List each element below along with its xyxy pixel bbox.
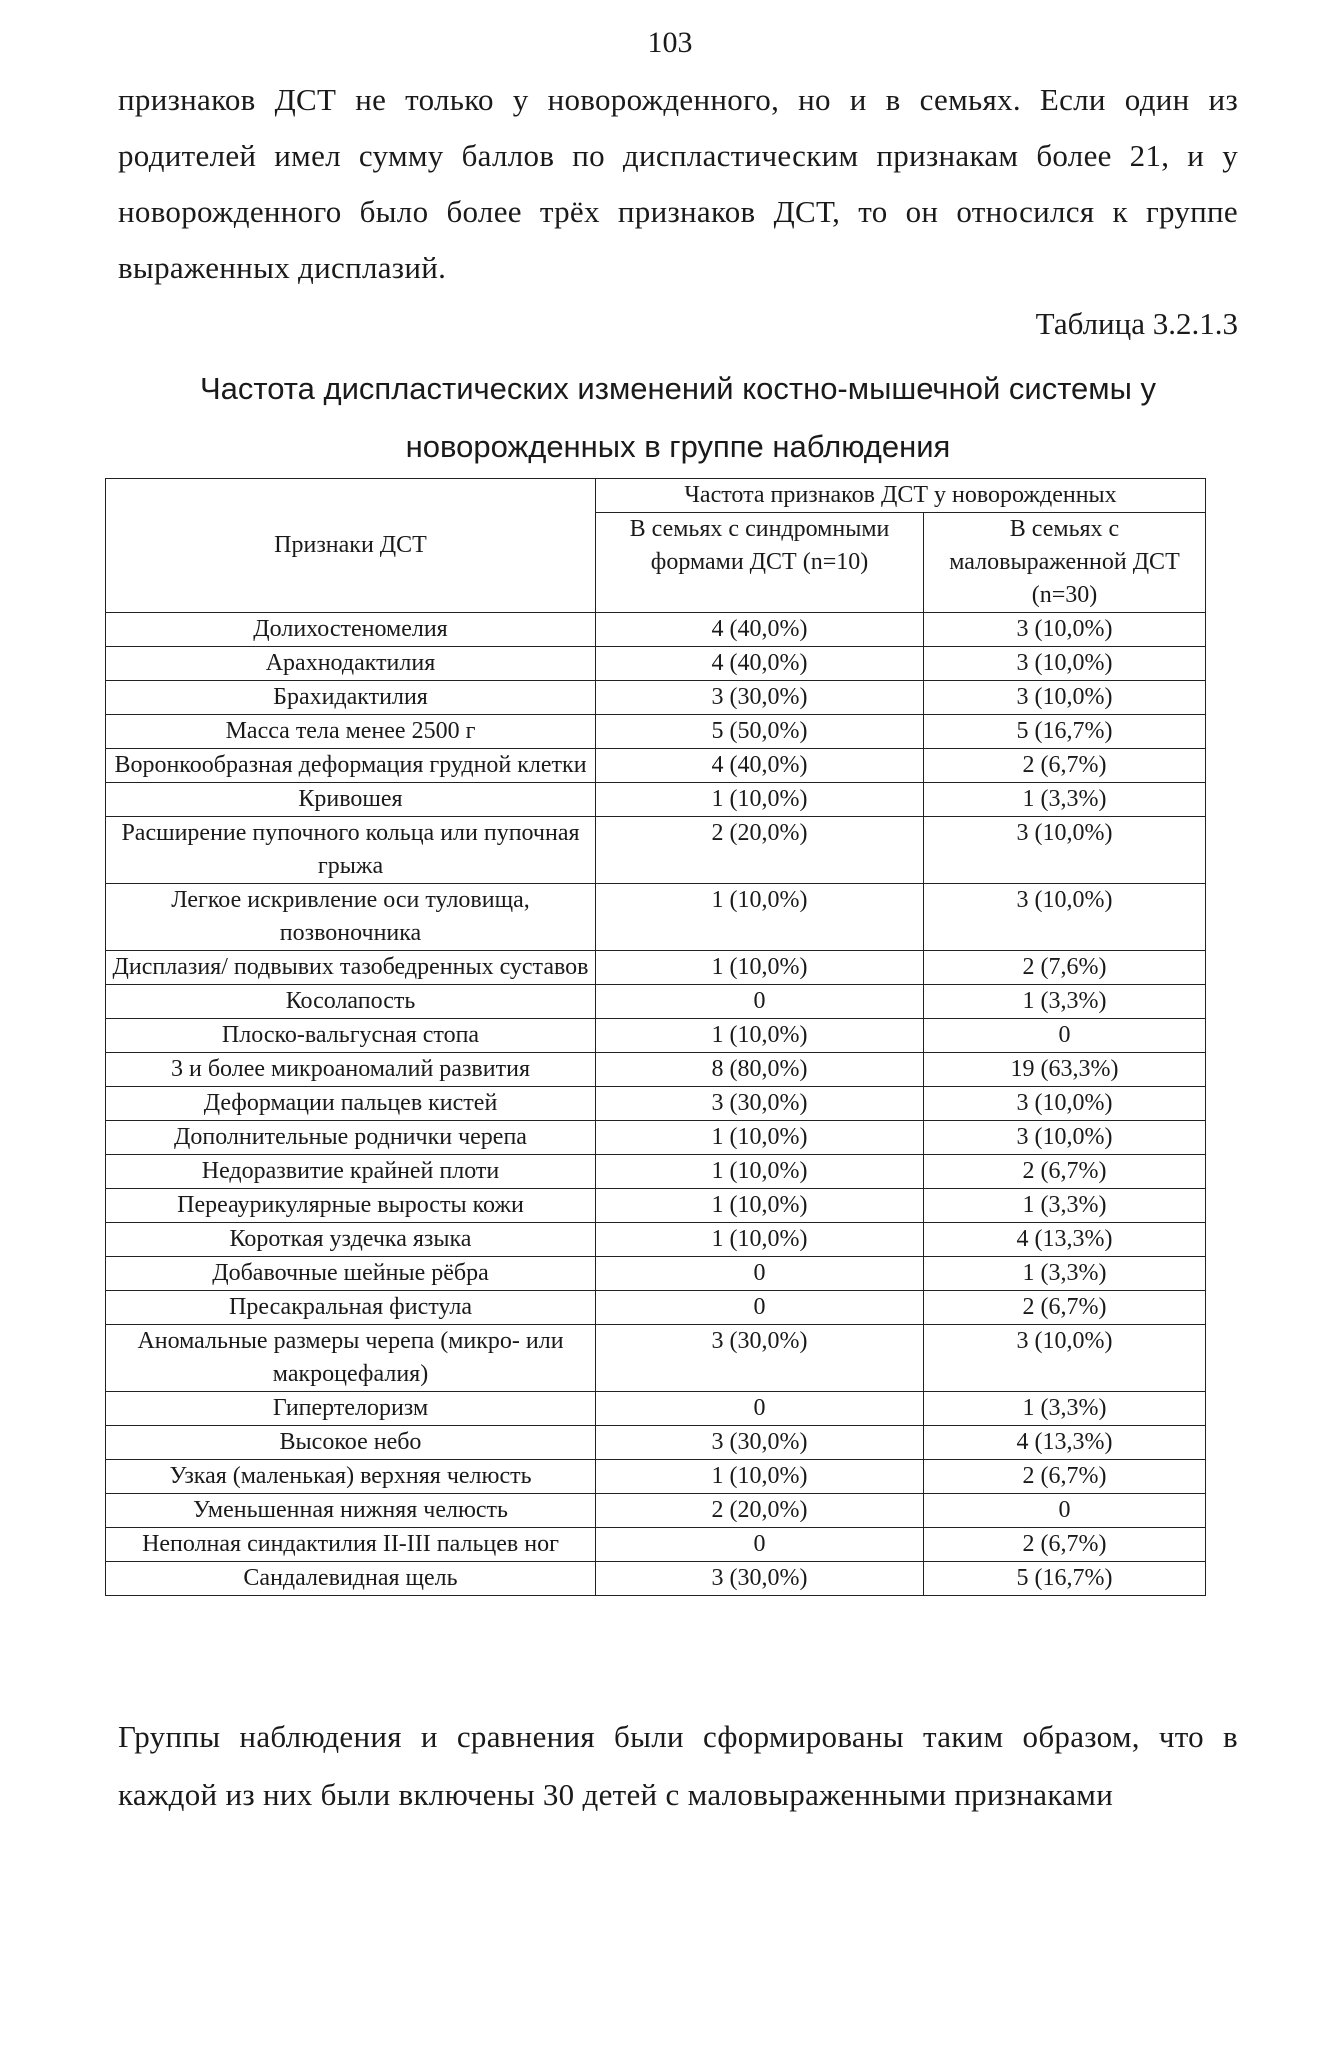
row-sign-cell: Узкая (маленькая) верхняя челюсть <box>106 1460 596 1494</box>
row-syndromic-cell: 0 <box>596 1392 924 1426</box>
table-row <box>106 613 1206 647</box>
table-row <box>106 1426 1206 1460</box>
table-header <box>106 479 1206 613</box>
row-syndromic-cell: 1 (10,0%) <box>596 1223 924 1257</box>
row-mild-cell: 2 (6,7%) <box>924 1155 1206 1189</box>
row-syndromic-cell: 8 (80,0%) <box>596 1053 924 1087</box>
row-syndromic-cell: 4 (40,0%) <box>596 613 924 647</box>
table-container <box>105 478 1206 1596</box>
row-mild-cell: 5 (16,7%) <box>924 1562 1206 1596</box>
row-mild-cell: 0 <box>924 1494 1206 1528</box>
table-body <box>106 613 1206 1596</box>
row-sign-cell: Гипертелоризм <box>106 1392 596 1426</box>
row-sign-cell: Легкое искривление оси туловища, позвоночника <box>106 884 596 951</box>
row-syndromic-cell: 0 <box>596 1291 924 1325</box>
col-header-sign: Признаки ДСТ <box>106 479 596 613</box>
row-mild-cell: 1 (3,3%) <box>924 783 1206 817</box>
row-sign-cell: Высокое небо <box>106 1426 596 1460</box>
row-syndromic-cell: 5 (50,0%) <box>596 715 924 749</box>
table-row <box>106 1121 1206 1155</box>
table-row <box>106 1291 1206 1325</box>
row-syndromic-cell: 1 (10,0%) <box>596 884 924 951</box>
table-row <box>106 1562 1206 1596</box>
page-number: 103 <box>647 26 693 59</box>
table-row <box>106 783 1206 817</box>
row-mild-cell: 1 (3,3%) <box>924 1257 1206 1291</box>
row-mild-cell: 3 (10,0%) <box>924 1121 1206 1155</box>
row-sign-cell: Масса тела менее 2500 г <box>106 715 596 749</box>
row-syndromic-cell: 0 <box>596 1528 924 1562</box>
row-syndromic-cell: 1 (10,0%) <box>596 1121 924 1155</box>
row-mild-cell: 1 (3,3%) <box>924 1189 1206 1223</box>
row-sign-cell: Аномальные размеры черепа (микро- или макроцефалия) <box>106 1325 596 1392</box>
table-row <box>106 715 1206 749</box>
row-sign-cell: Воронкообразная деформация грудной клетки <box>106 749 596 783</box>
table-row <box>106 1392 1206 1426</box>
table-row <box>106 1528 1206 1562</box>
row-sign-cell: Дисплазия/ подвывих тазобедренных суставов <box>106 951 596 985</box>
table-row <box>106 1189 1206 1223</box>
table-row <box>106 1019 1206 1053</box>
table-row <box>106 1155 1206 1189</box>
row-syndromic-cell: 2 (20,0%) <box>596 817 924 884</box>
table-row <box>106 681 1206 715</box>
table-row <box>106 985 1206 1019</box>
table-caption: Таблица 3.2.1.3 <box>1035 306 1238 341</box>
row-mild-cell: 1 (3,3%) <box>924 985 1206 1019</box>
row-syndromic-cell: 1 (10,0%) <box>596 783 924 817</box>
row-mild-cell: 2 (6,7%) <box>924 1291 1206 1325</box>
row-mild-cell: 4 (13,3%) <box>924 1223 1206 1257</box>
table-row <box>106 1053 1206 1087</box>
row-mild-cell: 3 (10,0%) <box>924 817 1206 884</box>
table-title: Частота диспластических изменений костно-мышечной системы у новорожденных в группе наблюдения <box>199 371 1156 464</box>
row-sign-cell: Короткая уздечка языка <box>106 1223 596 1257</box>
dst-frequency-table <box>105 478 1206 1596</box>
row-sign-cell: Переаурикулярные выросты кожи <box>106 1189 596 1223</box>
row-sign-cell: Сандалевидная щель <box>106 1562 596 1596</box>
row-sign-cell: Кривошея <box>106 783 596 817</box>
col-header-frequency-group: Частота признаков ДСТ у новорожденных <box>596 479 1206 513</box>
table-row <box>106 1460 1206 1494</box>
intro-paragraph: признаков ДСТ не только у новорожденного, но и в семьях. Если один из родителей имел сумму баллов по диспластическим признакам более 21, и у новорожденного было более трёх признаков ДСТ, то он относился к группе выраженных дисплазий. <box>118 82 1238 285</box>
table-row <box>106 951 1206 985</box>
row-sign-cell: Дополнительные роднички черепа <box>106 1121 596 1155</box>
row-syndromic-cell: 4 (40,0%) <box>596 647 924 681</box>
row-syndromic-cell: 1 (10,0%) <box>596 1019 924 1053</box>
row-sign-cell: Деформации пальцев кистей <box>106 1087 596 1121</box>
row-syndromic-cell: 3 (30,0%) <box>596 681 924 715</box>
row-sign-cell: Плоско-вальгусная стопа <box>106 1019 596 1053</box>
table-row <box>106 1325 1206 1392</box>
table-row <box>106 884 1206 951</box>
row-syndromic-cell: 0 <box>596 985 924 1019</box>
table-row <box>106 1087 1206 1121</box>
row-sign-cell: Расширение пупочного кольца или пупочная грыжа <box>106 817 596 884</box>
row-mild-cell: 3 (10,0%) <box>924 647 1206 681</box>
row-syndromic-cell: 1 (10,0%) <box>596 1460 924 1494</box>
table-row <box>106 1223 1206 1257</box>
header-row-top <box>106 479 1206 513</box>
row-mild-cell: 3 (10,0%) <box>924 1325 1206 1392</box>
row-mild-cell: 4 (13,3%) <box>924 1426 1206 1460</box>
row-sign-cell: Брахидактилия <box>106 681 596 715</box>
row-mild-cell: 3 (10,0%) <box>924 1087 1206 1121</box>
row-mild-cell: 2 (7,6%) <box>924 951 1206 985</box>
row-mild-cell: 3 (10,0%) <box>924 613 1206 647</box>
closing-paragraph: Группы наблюдения и сравнения были сформированы таким образом, что в каждой из них были включены 30 детей с маловыраженными признаками <box>118 1719 1238 1812</box>
row-syndromic-cell: 2 (20,0%) <box>596 1494 924 1528</box>
row-sign-cell: Недоразвитие крайней плоти <box>106 1155 596 1189</box>
col-header-syndromic: В семьях с синдромными формами ДСТ (n=10) <box>596 513 924 613</box>
row-syndromic-cell: 1 (10,0%) <box>596 1189 924 1223</box>
row-syndromic-cell: 3 (30,0%) <box>596 1426 924 1460</box>
row-mild-cell: 3 (10,0%) <box>924 884 1206 951</box>
row-syndromic-cell: 1 (10,0%) <box>596 1155 924 1189</box>
table-row <box>106 1494 1206 1528</box>
row-mild-cell: 1 (3,3%) <box>924 1392 1206 1426</box>
row-sign-cell: 3 и более микроаномалий развития <box>106 1053 596 1087</box>
row-mild-cell: 2 (6,7%) <box>924 1460 1206 1494</box>
row-sign-cell: Добавочные шейные рёбра <box>106 1257 596 1291</box>
row-sign-cell: Арахнодактилия <box>106 647 596 681</box>
row-syndromic-cell: 0 <box>596 1257 924 1291</box>
row-sign-cell: Косолапость <box>106 985 596 1019</box>
row-mild-cell: 3 (10,0%) <box>924 681 1206 715</box>
row-syndromic-cell: 4 (40,0%) <box>596 749 924 783</box>
row-sign-cell: Уменьшенная нижняя челюсть <box>106 1494 596 1528</box>
table-row <box>106 1257 1206 1291</box>
row-mild-cell: 2 (6,7%) <box>924 1528 1206 1562</box>
table-row <box>106 749 1206 783</box>
row-mild-cell: 2 (6,7%) <box>924 749 1206 783</box>
row-mild-cell: 5 (16,7%) <box>924 715 1206 749</box>
table-row <box>106 817 1206 884</box>
col-header-mild: В семьях с маловыраженной ДСТ (n=30) <box>924 513 1206 613</box>
row-mild-cell: 0 <box>924 1019 1206 1053</box>
row-syndromic-cell: 3 (30,0%) <box>596 1325 924 1392</box>
row-sign-cell: Долихостеномелия <box>106 613 596 647</box>
row-mild-cell: 19 (63,3%) <box>924 1053 1206 1087</box>
row-syndromic-cell: 3 (30,0%) <box>596 1562 924 1596</box>
row-sign-cell: Пресакральная фистула <box>106 1291 596 1325</box>
table-row <box>106 647 1206 681</box>
row-syndromic-cell: 1 (10,0%) <box>596 951 924 985</box>
row-syndromic-cell: 3 (30,0%) <box>596 1087 924 1121</box>
row-sign-cell: Неполная синдактилия II-III пальцев ног <box>106 1528 596 1562</box>
